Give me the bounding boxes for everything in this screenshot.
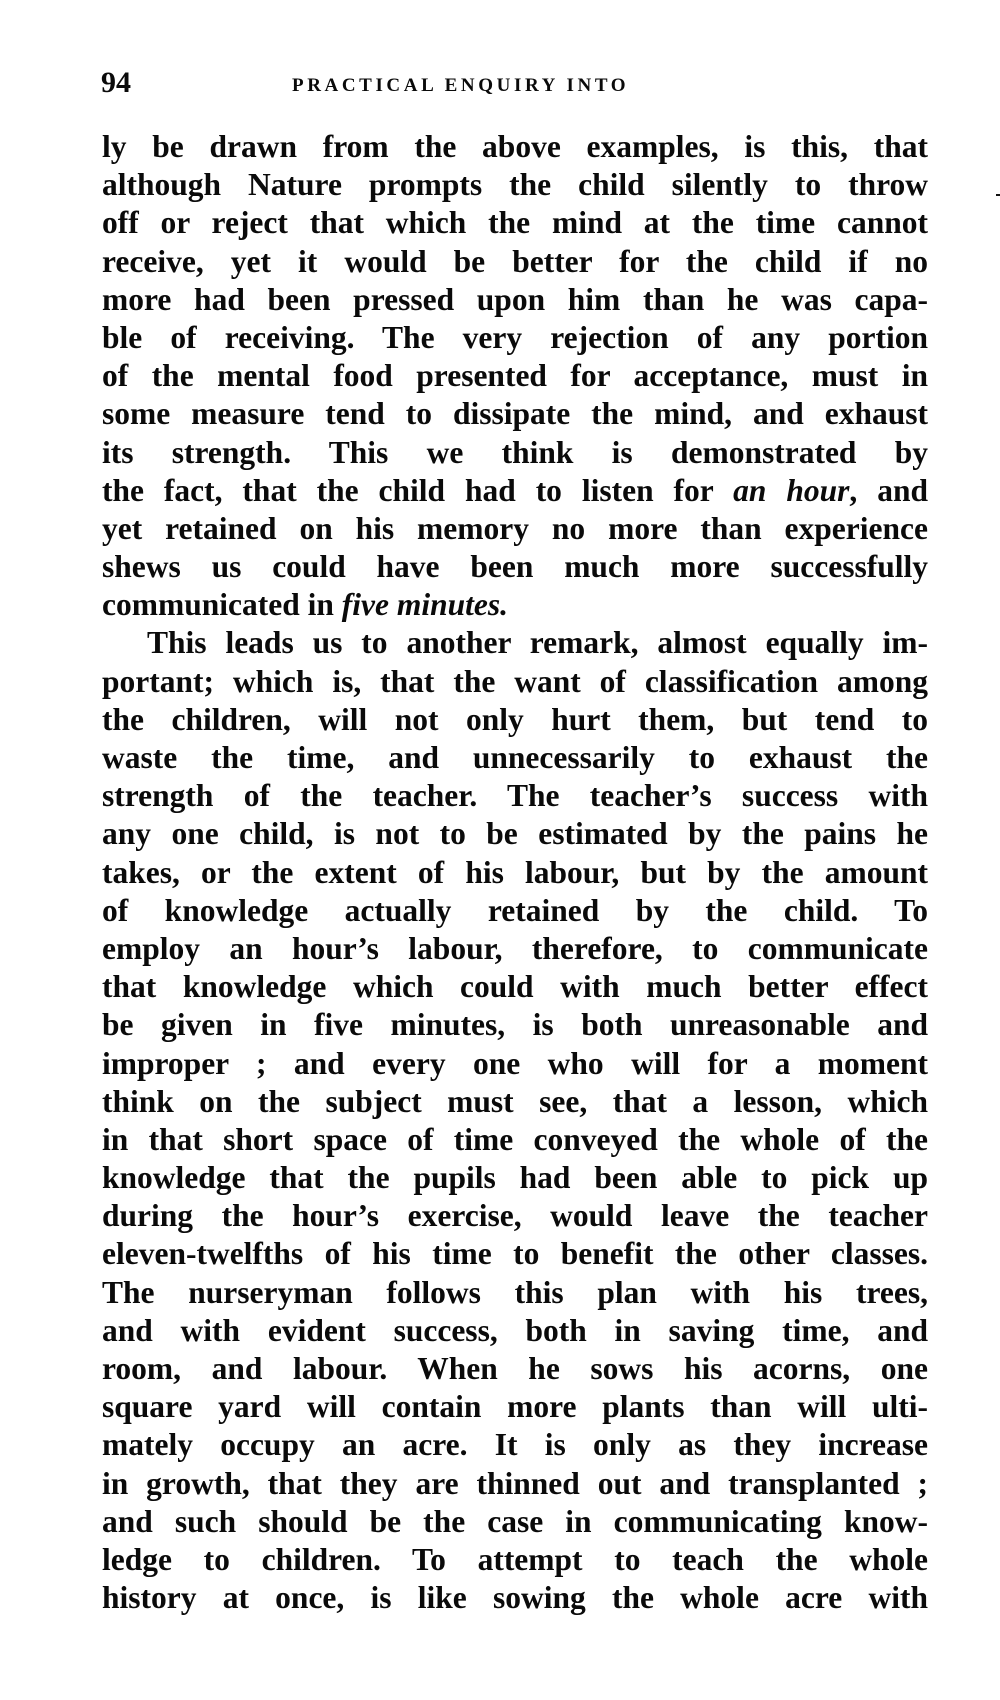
text-segment: during the hour’s exercise, would leave the teacher	[102, 1198, 928, 1234]
paragraph	[102, 128, 928, 624]
text-segment: communicated in	[102, 587, 342, 623]
text-line	[102, 777, 928, 815]
text-segment: shews us could have been much more successfully	[102, 549, 928, 585]
text-line	[102, 701, 928, 739]
text-line	[102, 1235, 928, 1273]
text-line	[102, 395, 928, 433]
text-line	[102, 1579, 928, 1617]
text-line	[102, 1274, 928, 1312]
text-segment: mately occupy an acre. It is only as they increase	[102, 1427, 928, 1463]
page-number: 94	[101, 66, 131, 99]
text-segment: be given in five minutes, is both unreasonable and	[102, 1007, 928, 1043]
text-line	[102, 739, 928, 777]
text-segment: the fact, that the child had to listen for	[102, 472, 734, 508]
body-text	[102, 128, 928, 1617]
text-segment: and such should be the case in communicating know-	[102, 1503, 928, 1539]
text-line	[102, 510, 928, 548]
text-segment: any one child, is not to be estimated by the pains he	[102, 816, 928, 852]
text-segment: takes, or the extent of his labour, but by the amount	[102, 854, 928, 890]
text-line	[102, 1045, 928, 1083]
text-segment: ledge to children. To attempt to teach the whole	[102, 1541, 928, 1577]
text-line	[102, 166, 928, 204]
text-line	[102, 434, 928, 472]
text-line	[102, 128, 928, 166]
text-line	[102, 1465, 928, 1503]
text-segment: receive, yet it would be better for the child if no	[102, 243, 928, 279]
text-line	[102, 1388, 928, 1426]
text-segment: ly be drawn from the above examples, is this, that	[102, 129, 928, 164]
text-segment: improper ; and every one who will for a moment	[102, 1045, 928, 1081]
text-segment: This leads us to another remark, almost equally im-	[147, 625, 928, 661]
text-segment: in growth, that they are thinned out and transplanted ;	[102, 1465, 928, 1501]
text-line	[102, 968, 928, 1006]
text-line	[102, 1197, 928, 1235]
text-line	[102, 1083, 928, 1121]
text-line	[102, 815, 928, 853]
text-line	[102, 663, 928, 701]
italic-phrase: five minutes.	[341, 587, 508, 623]
text-line	[102, 281, 928, 319]
text-segment: ble of receiving. The very rejection of any portion	[102, 319, 928, 355]
text-segment: yet retained on his memory no more than experience	[102, 510, 928, 546]
text-segment: employ an hour’s labour, therefore, to communicate	[102, 930, 928, 966]
italic-phrase: an hour	[733, 472, 850, 508]
text-segment: strength of the teacher. The teacher’s success with	[102, 778, 928, 814]
text-line	[102, 1503, 928, 1541]
text-segment: of the mental food presented for acceptance, must in	[102, 358, 928, 394]
text-segment: room, and labour. When he sows his acorns, one	[102, 1351, 928, 1386]
text-line	[102, 1159, 928, 1197]
text-line	[102, 1121, 928, 1159]
text-line	[102, 1541, 928, 1579]
text-line	[102, 1350, 928, 1388]
text-segment: think on the subject must see, that a lesson, which	[102, 1083, 928, 1119]
paragraph	[102, 624, 928, 1617]
text-line	[102, 854, 928, 892]
text-line	[102, 548, 928, 586]
text-segment: more had been pressed upon him than he was capa-	[102, 281, 928, 317]
text-segment: its strength. This we think is demonstrated by	[102, 434, 928, 470]
text-segment: some measure tend to dissipate the mind, and exhaust	[102, 396, 928, 432]
text-line	[102, 357, 928, 395]
text-segment: and with evident success, both in saving time, and	[102, 1312, 928, 1348]
text-line	[102, 892, 928, 930]
text-segment: although Nature prompts the child silently to throw	[102, 167, 928, 203]
text-line	[102, 204, 928, 242]
text-segment: the children, will not only hurt them, but tend to	[102, 701, 928, 737]
margin-tick-mark	[996, 194, 1000, 196]
running-head-title: PRACTICAL ENQUIRY INTO	[292, 75, 630, 96]
text-line	[102, 1426, 928, 1464]
text-segment: in that short space of time conveyed the whole of the	[102, 1121, 928, 1157]
text-segment: eleven-twelfths of his time to benefit the other classes.	[102, 1236, 928, 1272]
text-segment: history at once, is like sowing the whole acre with	[102, 1580, 928, 1616]
text-line	[102, 1006, 928, 1044]
text-segment: that knowledge which could with much better effect	[102, 969, 928, 1005]
text-segment: waste the time, and unnecessarily to exhaust the	[102, 740, 928, 775]
text-segment: of knowledge actually retained by the child. To	[102, 892, 928, 928]
text-line	[102, 930, 928, 968]
text-line	[102, 624, 928, 662]
text-segment: off or reject that which the mind at the time cannot	[102, 205, 928, 241]
text-line	[102, 472, 928, 510]
text-segment: , and	[849, 472, 928, 508]
text-line	[102, 319, 928, 357]
text-line	[102, 1312, 928, 1350]
text-line	[102, 243, 928, 281]
text-segment: The nurseryman follows this plan with his trees,	[102, 1274, 928, 1310]
text-segment: portant; which is, that the want of classification among	[102, 663, 928, 699]
text-line	[102, 586, 928, 624]
text-segment: knowledge that the pupils had been able to pick up	[102, 1160, 928, 1196]
text-segment: square yard will contain more plants than will ulti-	[102, 1389, 928, 1425]
